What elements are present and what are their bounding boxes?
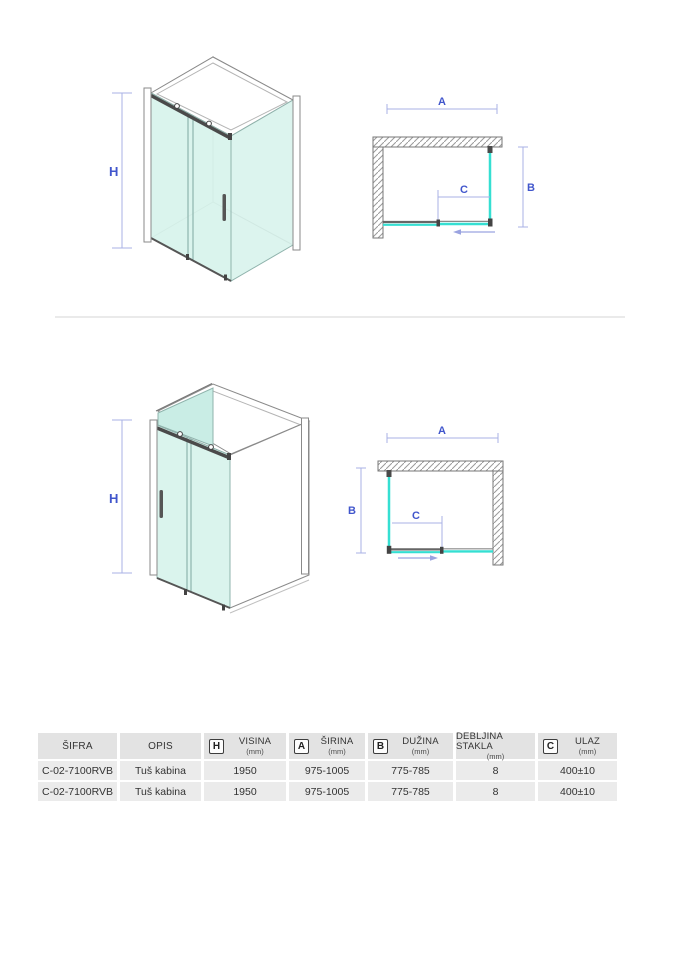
door-bracket bbox=[440, 547, 444, 554]
a-dimension-label: A bbox=[438, 96, 446, 108]
col-label: ŠIRINA bbox=[320, 735, 354, 747]
wall-right bbox=[493, 471, 503, 565]
rail-end-bracket bbox=[228, 133, 232, 140]
b-dimension-label: B bbox=[527, 182, 535, 194]
cell-duzina: 775-785 bbox=[368, 761, 453, 780]
col-label: DEBLJINA STAKLA bbox=[456, 730, 503, 752]
plan-view-1 bbox=[348, 82, 543, 242]
cell-sifra: C-02-7100RVB bbox=[38, 761, 117, 780]
roller bbox=[207, 121, 212, 126]
cell-sirina: 975-1005 bbox=[289, 761, 365, 780]
glass-bracket bbox=[387, 470, 392, 477]
glass-bracket bbox=[488, 146, 493, 153]
col-unit: (mm) bbox=[486, 751, 505, 761]
wall-profile-right bbox=[302, 418, 309, 574]
roller bbox=[178, 432, 183, 437]
door-bracket bbox=[437, 220, 441, 227]
col-header-ulaz bbox=[538, 733, 617, 759]
roller bbox=[209, 445, 214, 450]
bottom-guide bbox=[222, 605, 225, 611]
door-handle bbox=[160, 490, 164, 518]
h-dimension-label: H bbox=[109, 491, 119, 506]
b-dimension-label: B bbox=[348, 505, 356, 517]
col-header-sirina bbox=[289, 733, 365, 759]
door-handle bbox=[223, 194, 227, 221]
col-label: VISINA bbox=[238, 735, 272, 747]
cell-ulaz: 400±10 bbox=[538, 761, 617, 780]
slide-arrow-head bbox=[430, 555, 438, 561]
col-label: DUŽINA bbox=[402, 735, 439, 747]
wall-top bbox=[378, 461, 503, 471]
isometric-view-1 bbox=[92, 48, 332, 303]
col-label: ŠIFRA bbox=[62, 740, 93, 752]
wall-profile-left bbox=[144, 88, 151, 242]
cell-debljina: 8 bbox=[456, 761, 535, 780]
cell-ulaz: 400±10 bbox=[538, 782, 617, 801]
roller bbox=[175, 104, 180, 109]
col-header-duzina bbox=[368, 733, 453, 759]
col-header-visina bbox=[204, 733, 286, 759]
c-dimension-label: C bbox=[460, 184, 468, 196]
bottom-guide bbox=[224, 275, 227, 281]
a-dimension-label: A bbox=[438, 425, 446, 437]
wall-top bbox=[373, 137, 502, 147]
cell-visina: 1950 bbox=[204, 761, 286, 780]
col-header-opis bbox=[120, 733, 201, 759]
cell-opis: Tuš kabina bbox=[120, 761, 201, 780]
wall-left bbox=[373, 147, 383, 238]
col-header-sifra bbox=[38, 733, 117, 759]
slide-arrow-head bbox=[453, 229, 461, 235]
bottom-guide bbox=[186, 254, 189, 260]
h-dimension-label: H bbox=[109, 164, 119, 179]
cell-duzina: 775-785 bbox=[368, 782, 453, 801]
door-bracket bbox=[387, 546, 392, 554]
c-dimension-label: C bbox=[412, 510, 420, 522]
col-label: OPIS bbox=[148, 740, 173, 752]
section-divider bbox=[55, 316, 625, 318]
dim-letter-a: A bbox=[294, 739, 309, 754]
door-bracket bbox=[488, 219, 493, 227]
col-unit: (mm) bbox=[578, 746, 597, 756]
col-unit: (mm) bbox=[328, 746, 346, 756]
dim-letter-b: B bbox=[373, 739, 388, 754]
plan-view-2 bbox=[338, 415, 543, 580]
cell-opis: Tuš kabina bbox=[120, 782, 201, 801]
col-label: ULAZ bbox=[574, 735, 601, 747]
dim-letter-c: C bbox=[543, 739, 558, 754]
cell-visina: 1950 bbox=[204, 782, 286, 801]
col-header-debljina-stakla bbox=[456, 730, 535, 761]
wall-profile-right bbox=[293, 96, 300, 250]
cell-sifra: C-02-7100RVB bbox=[38, 782, 117, 801]
cell-sirina: 975-1005 bbox=[289, 782, 365, 801]
spec-table bbox=[38, 730, 617, 801]
bottom-guide bbox=[184, 589, 187, 595]
isometric-view-2 bbox=[92, 370, 332, 642]
rail-end-bracket bbox=[227, 453, 231, 460]
col-unit: (mm) bbox=[246, 746, 264, 756]
wall-profile-left bbox=[150, 420, 157, 575]
dim-letter-h: H bbox=[209, 739, 224, 754]
col-unit: (mm) bbox=[411, 746, 430, 756]
cell-debljina: 8 bbox=[456, 782, 535, 801]
